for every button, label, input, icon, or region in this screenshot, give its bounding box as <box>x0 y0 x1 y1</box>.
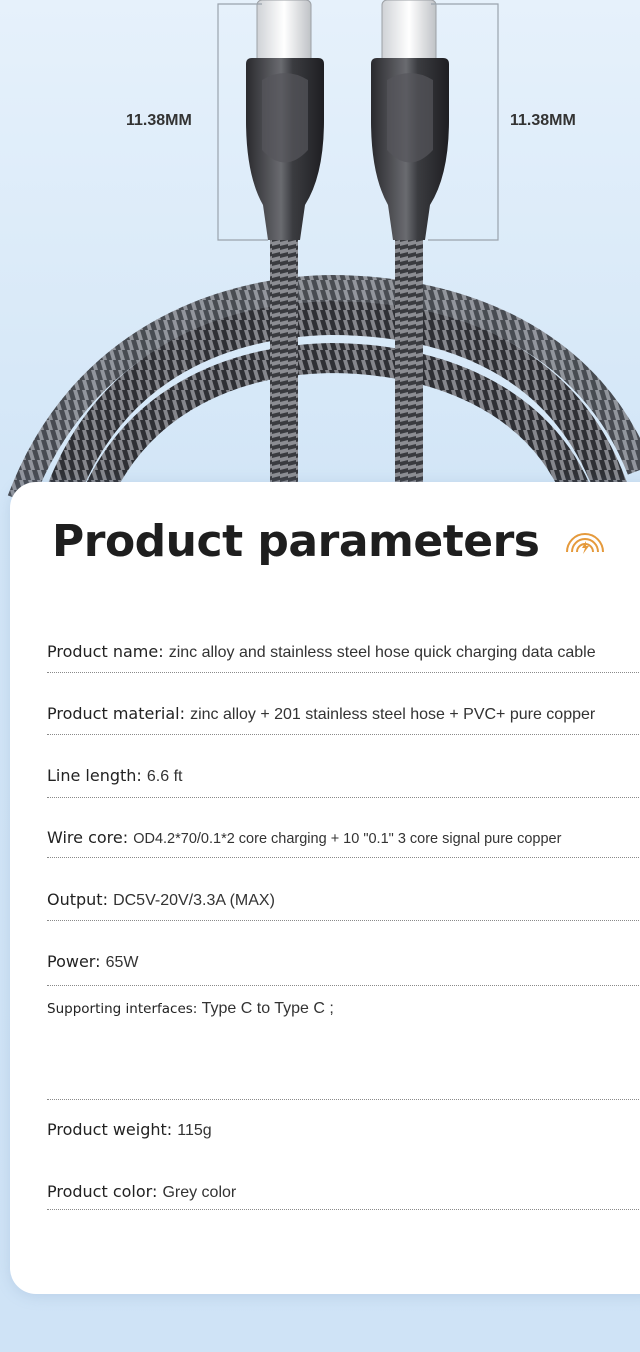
param-label: Output: <box>47 890 114 909</box>
param-row-output <box>47 890 640 921</box>
param-value: Type C to Type C ; <box>201 1000 334 1017</box>
param-label: Supporting interfaces: <box>47 1001 202 1017</box>
param-row-product-weight <box>47 1120 640 1150</box>
param-value: Grey color <box>162 1184 237 1201</box>
param-row-supporting-interfaces <box>47 998 640 1100</box>
product-parameters-card <box>10 482 640 1294</box>
param-label: Product weight: <box>47 1120 178 1139</box>
param-value: 6.6 ft <box>146 768 183 785</box>
left-dimension-label: 11.38MM <box>126 112 192 129</box>
parameters-title: Product parameters <box>52 516 540 567</box>
param-row-product-color <box>47 1182 640 1210</box>
param-label: Power: <box>47 952 106 971</box>
param-value: OD4.2*70/0.1*2 core charging + 10 "0.1" 3 core signal pure copper <box>133 831 562 847</box>
param-row-line-length <box>47 766 640 798</box>
param-row-product-name <box>47 642 640 673</box>
param-value: zinc alloy + 201 stainless steel hose + PVC+ pure copper <box>190 706 596 723</box>
param-label: Product color: <box>47 1182 163 1201</box>
right-dimension-label: 11.38MM <box>510 112 576 129</box>
param-row-power <box>47 952 640 986</box>
wireless-charge-icon <box>563 526 607 556</box>
param-label: Product material: <box>47 704 191 723</box>
param-value: DC5V-20V/3.3A (MAX) <box>113 892 275 909</box>
param-value: 115g <box>177 1122 212 1139</box>
param-row-wire-core <box>47 828 640 858</box>
cable-product-image <box>0 0 640 500</box>
param-value: zinc alloy and stainless steel hose quick charging data cable <box>168 644 596 661</box>
param-value: 65W <box>105 954 139 971</box>
param-row-product-material <box>47 704 640 735</box>
param-label: Product name: <box>47 642 169 661</box>
param-label: Line length: <box>47 766 147 785</box>
param-label: Wire core: <box>47 828 134 847</box>
